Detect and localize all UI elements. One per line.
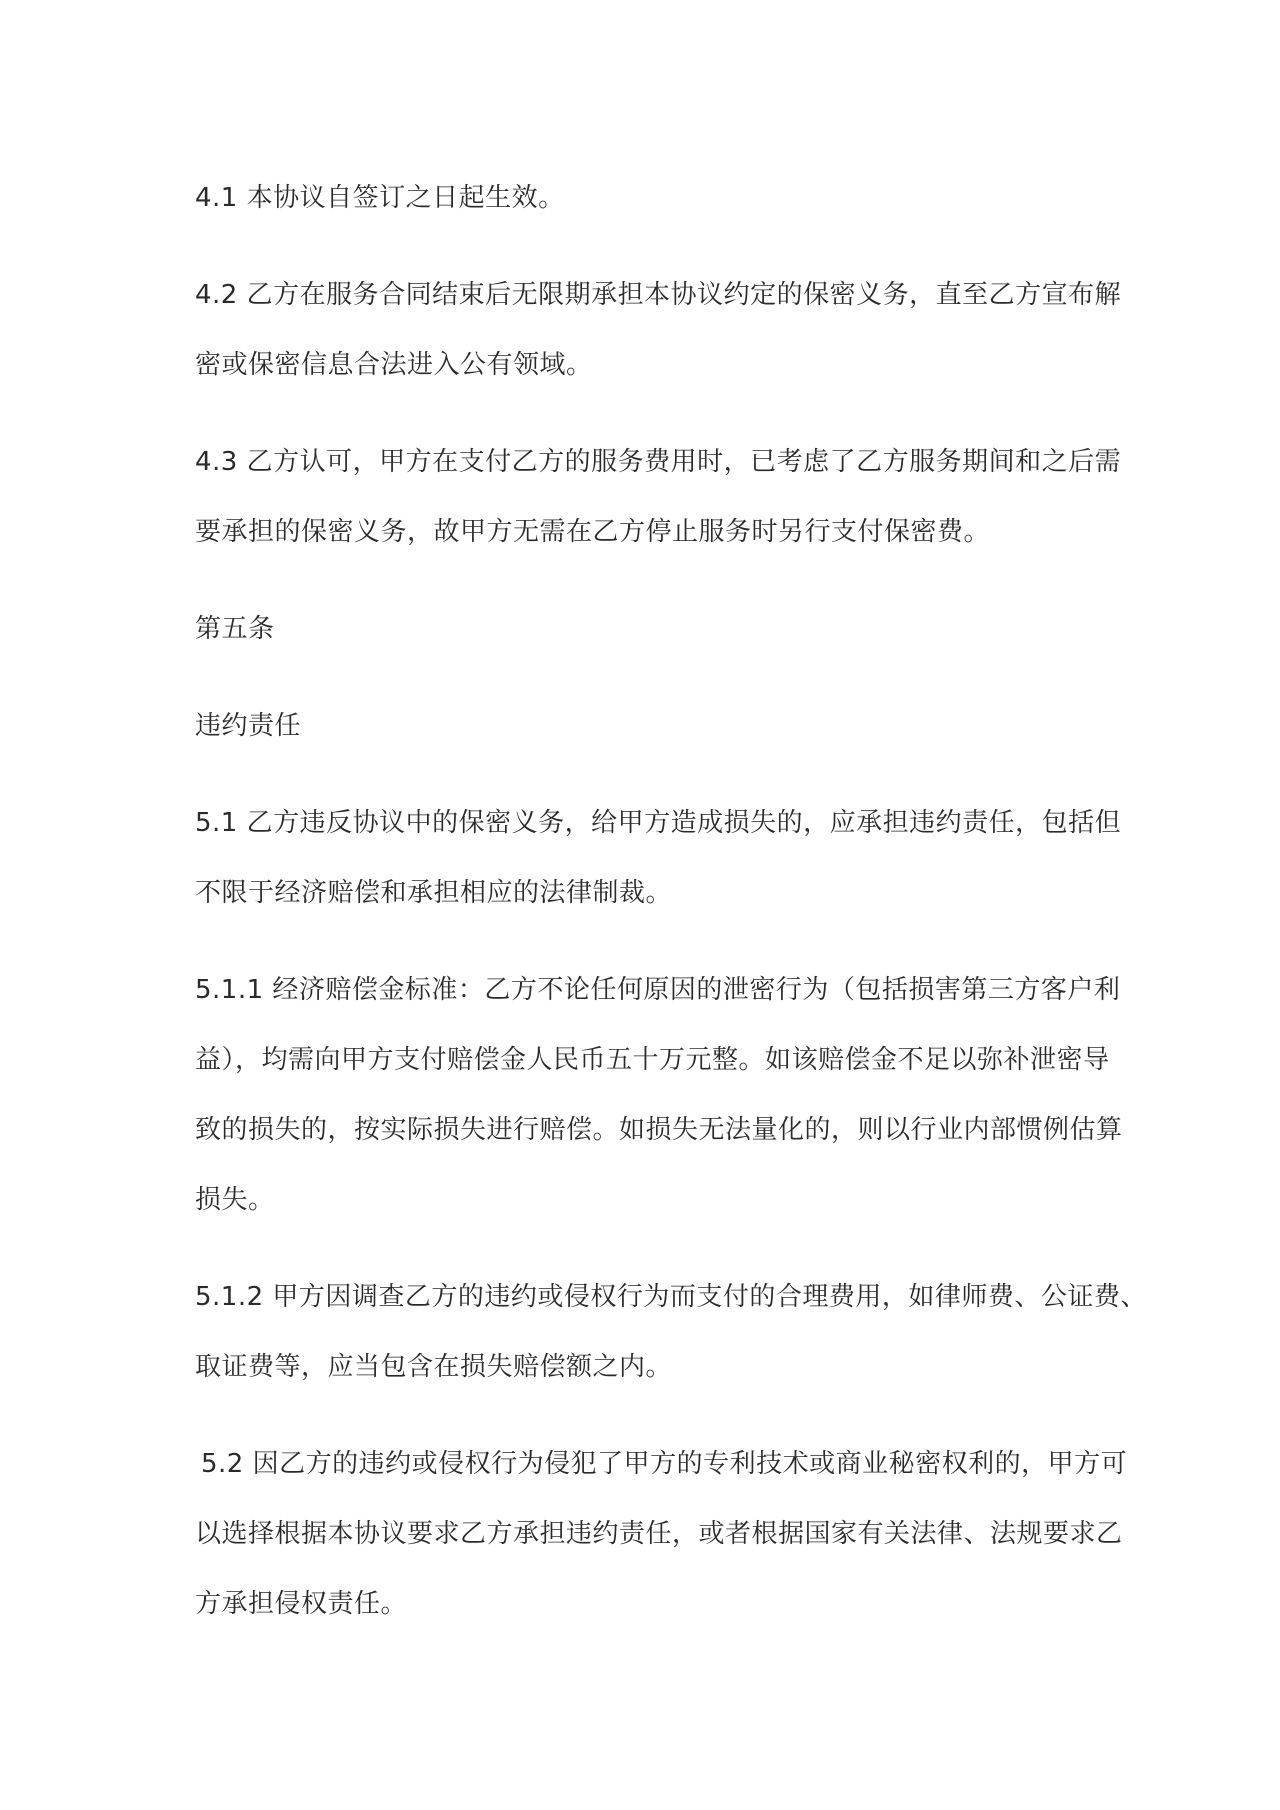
article-5-title-text: 违约责任 — [195, 711, 302, 741]
clause-5-2 — [195, 1429, 1128, 1639]
clause-5-1-2-line-1: 5.1.2 甲方因调查乙方的违约或侵权行为而支付的合理费用，如律师费、公证费、 — [195, 1282, 1147, 1312]
clause-5-1-1-line-1: 5.1.1 经济赔偿金标准：乙方不论任何原因的泄密行为（包括损害第三方客户利 — [195, 975, 1121, 1005]
article-5-title — [195, 691, 1095, 761]
clause-4-1-line-1: 4.1 本协议自签订之日起生效。 — [195, 183, 565, 213]
clause-4-3-line-2: 要承担的保密义务，故甲方无需在乙方停止服务时另行支付保密费。 — [195, 517, 991, 547]
clause-5-1-1 — [195, 955, 1123, 1235]
clause-5-1-1-line-2: 益），均需向甲方支付赔偿金人民币五十万元整。如该赔偿金不足以弥补泄密导 — [195, 1045, 1110, 1075]
clause-4-2-line-1: 4.2 乙方在服务合同结束后无限期承担本协议约定的保密义务，直至乙方宣布解 — [195, 280, 1122, 310]
clause-5-1-1-line-4: 损失。 — [195, 1185, 275, 1215]
clause-5-1 — [195, 788, 1122, 928]
document-body — [195, 163, 1147, 1666]
article-5-heading — [195, 594, 1095, 664]
clause-4-2 — [195, 260, 1122, 400]
article-5-number: 第五条 — [195, 614, 275, 644]
clause-4-3-line-1: 4.3 乙方认可，甲方在支付乙方的服务费用时，已考虑了乙方服务期间和之后需 — [195, 447, 1122, 477]
clause-5-1-line-2: 不限于经济赔偿和承担相应的法律制裁。 — [195, 878, 673, 908]
clause-5-1-2-line-2: 取证费等，应当包含在损失赔偿额之内。 — [195, 1352, 673, 1382]
clause-5-2-line-1: 5.2 因乙方的违约或侵权行为侵犯了甲方的专利技术或商业秘密权利的，甲方可 — [201, 1449, 1128, 1479]
clause-5-1-1-line-3: 致的损失的，按实际损失进行赔偿。如损失无法量化的，则以行业内部惯例估算 — [195, 1115, 1123, 1145]
clause-4-1 — [195, 163, 1095, 233]
clause-5-1-2 — [195, 1262, 1147, 1402]
clause-4-3 — [195, 427, 1122, 567]
clause-5-2-line-3: 方承担侵权责任。 — [195, 1589, 408, 1619]
clause-5-2-line-2: 以选择根据本协议要求乙方承担违约责任，或者根据国家有关法律、法规要求乙 — [195, 1519, 1123, 1549]
clause-4-2-line-2: 密或保密信息合法进入公有领域。 — [195, 350, 593, 380]
clause-5-1-line-1: 5.1 乙方违反协议中的保密义务，给甲方造成损失的，应承担违约责任，包括但 — [195, 808, 1122, 838]
